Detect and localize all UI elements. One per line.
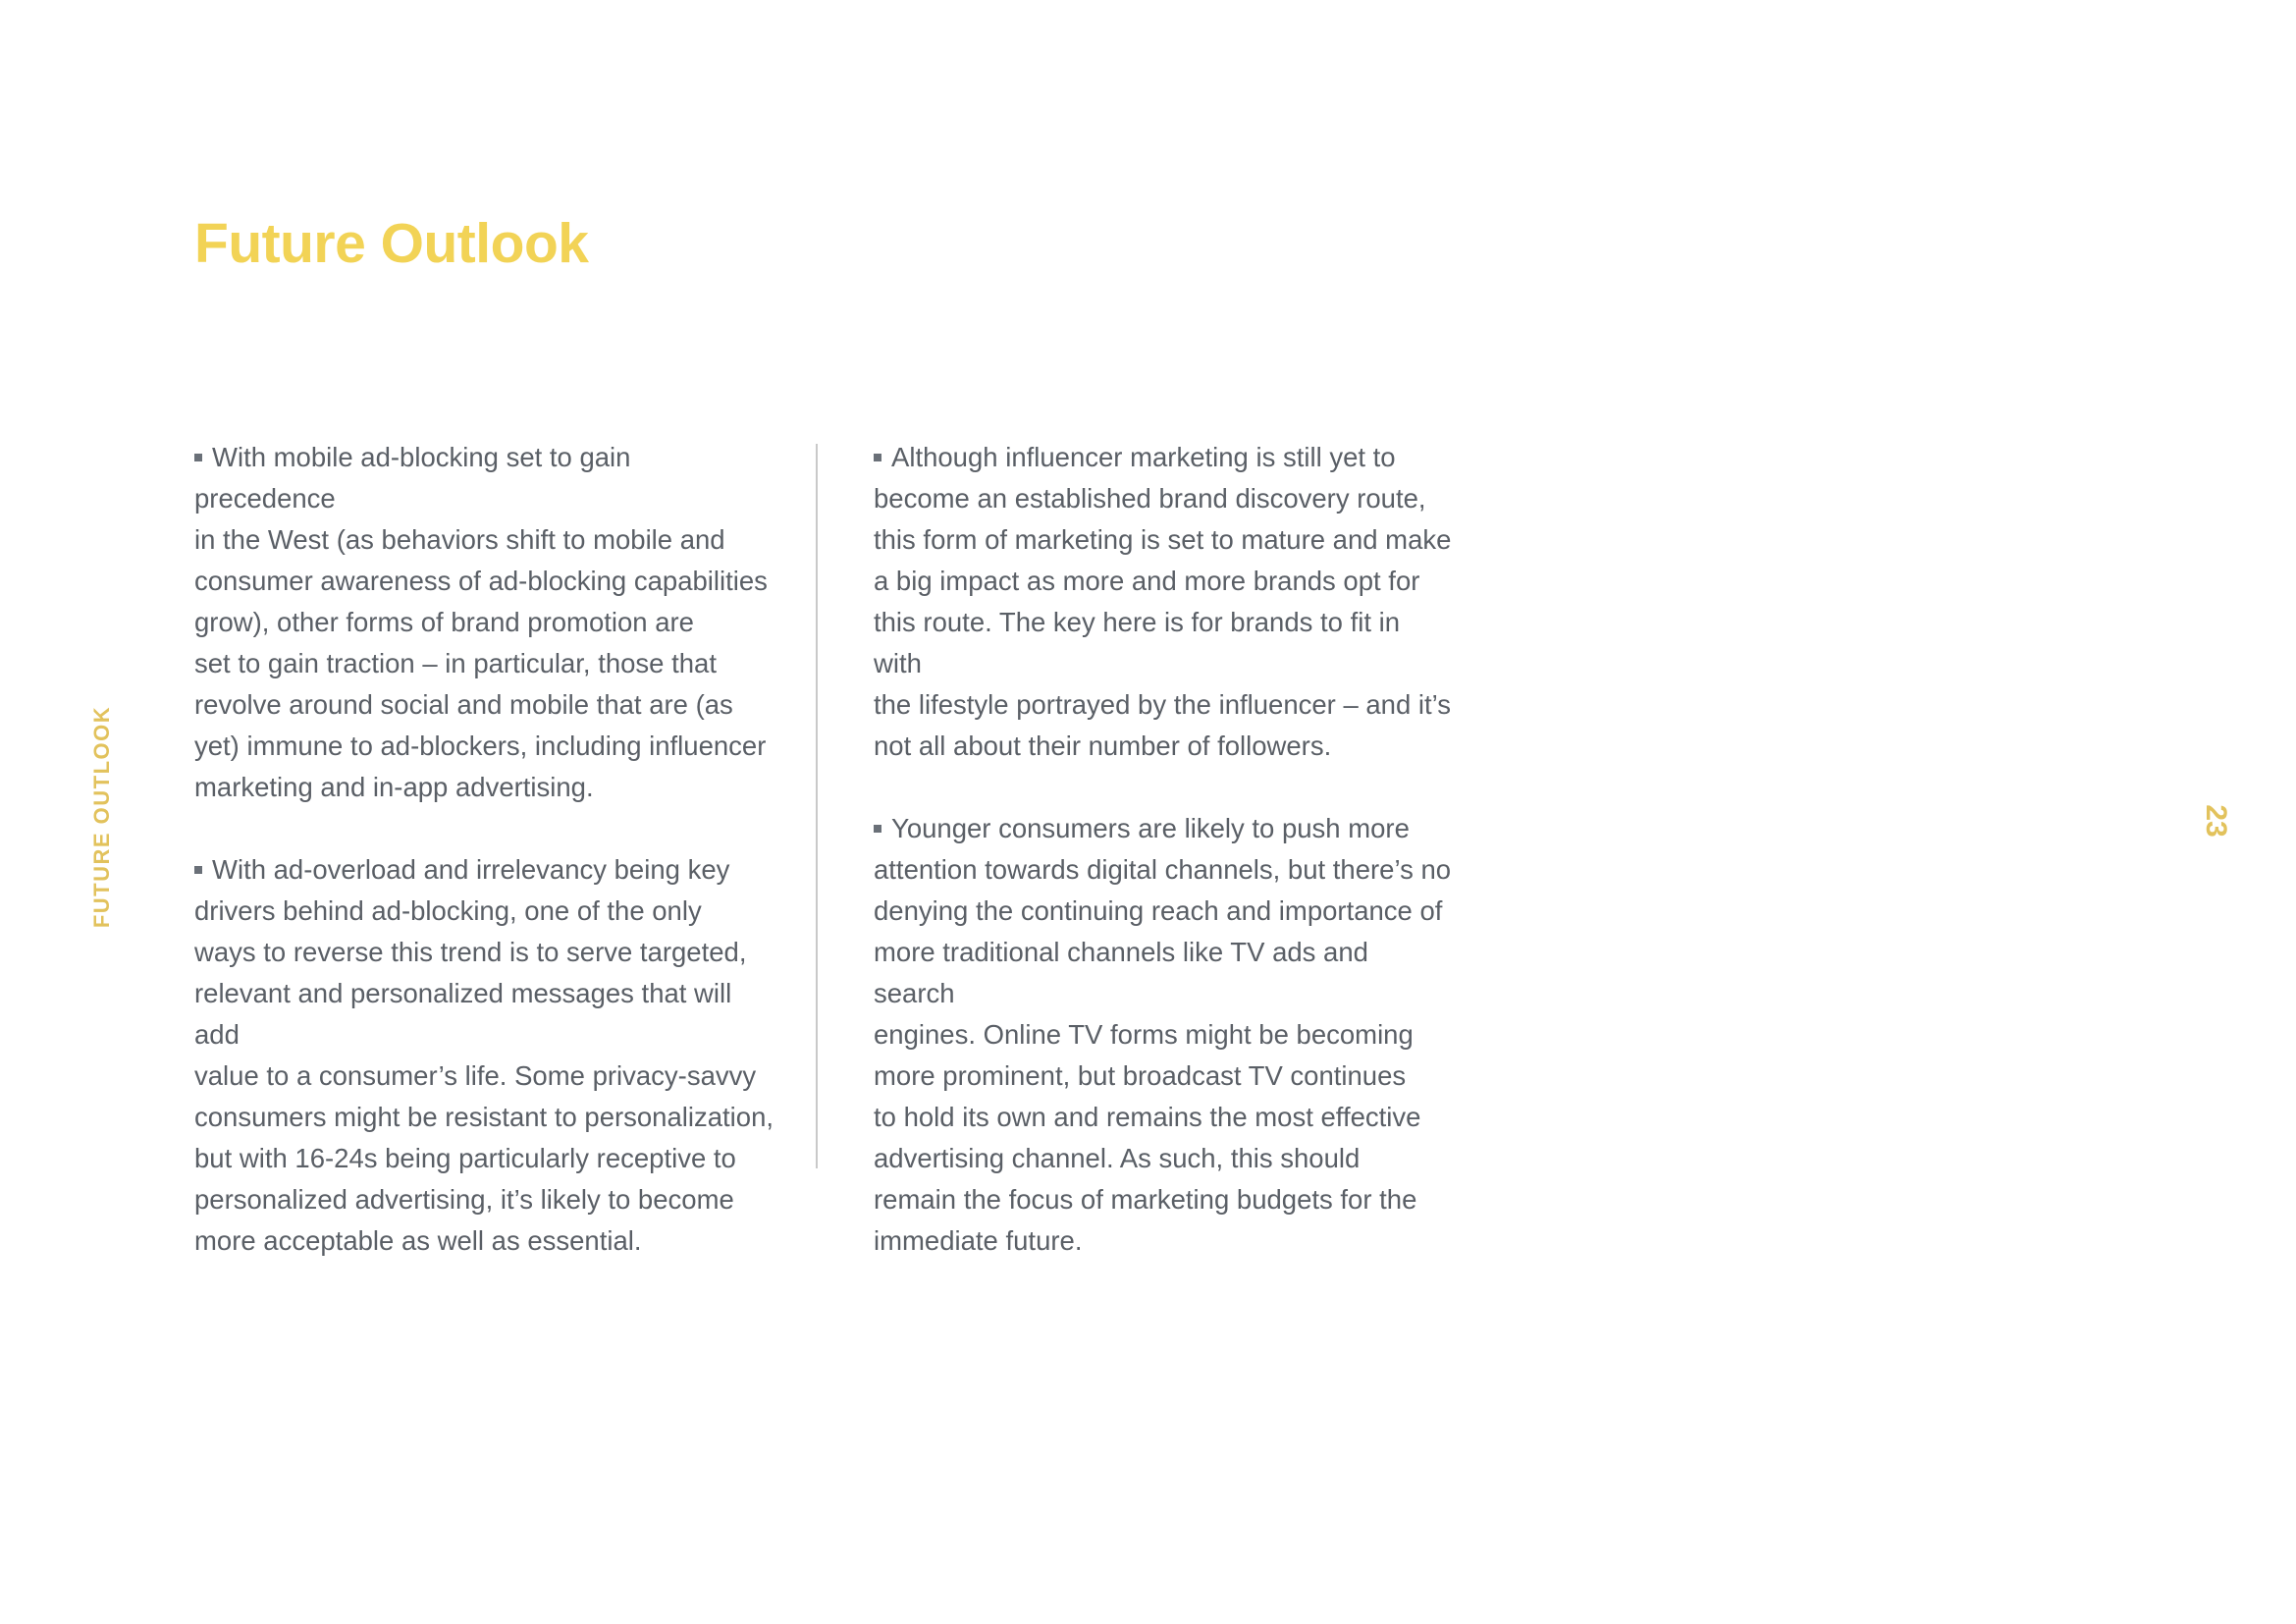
- left-column: [194, 437, 774, 1303]
- paragraph-line: [874, 478, 1453, 519]
- line-text: set to gain traction – in particular, those that: [194, 648, 717, 678]
- paragraph-line: [194, 643, 774, 684]
- paragraph-line: [874, 932, 1453, 1014]
- line-text: With ad-overload and irrelevancy being key: [212, 854, 730, 885]
- page-number: 23: [2200, 804, 2232, 838]
- paragraph-line: [194, 684, 774, 726]
- paragraph-line: [874, 891, 1453, 932]
- line-text: relevant and personalized messages that will add: [194, 978, 732, 1050]
- column-divider: [816, 444, 818, 1168]
- paragraph-line: [194, 726, 774, 767]
- paragraph-line: [874, 1097, 1453, 1138]
- line-text: become an established brand discovery route,: [874, 483, 1426, 514]
- line-text: yet) immune to ad-blockers, including influencer: [194, 731, 767, 761]
- line-text: more traditional channels like TV ads and search: [874, 937, 1368, 1008]
- paragraph-line: [194, 767, 774, 808]
- line-text: this form of marketing is set to mature and make: [874, 524, 1452, 555]
- right-column: [874, 437, 1453, 1303]
- bullet-paragraph: [194, 437, 774, 808]
- line-text: revolve around social and mobile that are (as: [194, 689, 733, 720]
- paragraph-line: [194, 973, 774, 1056]
- paragraph-line: [874, 1014, 1453, 1056]
- paragraph-line: [874, 1220, 1453, 1262]
- paragraph-line: [874, 1138, 1453, 1179]
- bullet-paragraph: [874, 808, 1453, 1262]
- line-text: this route. The key here is for brands to fit in with: [874, 607, 1401, 678]
- side-section-label: FUTURE OUTLOOK: [89, 705, 114, 929]
- paragraph-line: [874, 1179, 1453, 1220]
- paragraph-line: [194, 437, 774, 519]
- line-text: denying the continuing reach and importance of: [874, 895, 1443, 926]
- line-text: drivers behind ad-blocking, one of the only: [194, 895, 702, 926]
- page-title: Future Outlook: [194, 212, 589, 275]
- line-text: in the West (as behaviors shift to mobile and: [194, 524, 725, 555]
- paragraph-line: [874, 1056, 1453, 1097]
- bullet-paragraph: [874, 437, 1453, 767]
- paragraph-line: [874, 684, 1453, 726]
- line-text: grow), other forms of brand promotion are: [194, 607, 694, 637]
- paragraph-line: [874, 561, 1453, 602]
- line-text: value to a consumer’s life. Some privacy-savvy: [194, 1060, 757, 1091]
- line-text: engines. Online TV forms might be becoming: [874, 1019, 1414, 1050]
- line-text: a big impact as more and more brands opt for: [874, 566, 1420, 596]
- paragraph-line: [194, 1179, 774, 1220]
- paragraph-line: [194, 891, 774, 932]
- paragraph-line: [874, 519, 1453, 561]
- line-text: to hold its own and remains the most effective: [874, 1102, 1421, 1132]
- line-text: attention towards digital channels, but there’s no: [874, 854, 1452, 885]
- paragraph-line: [874, 808, 1453, 849]
- paragraph-line: [194, 561, 774, 602]
- paragraph-line: [874, 849, 1453, 891]
- paragraph-line: [194, 519, 774, 561]
- paragraph-line: [194, 1097, 774, 1138]
- line-text: remain the focus of marketing budgets for the: [874, 1184, 1417, 1215]
- bullet-paragraph: [194, 849, 774, 1262]
- line-text: consumers might be resistant to personalization,: [194, 1102, 774, 1132]
- bullet-icon: [874, 454, 881, 461]
- line-text: immediate future.: [874, 1225, 1083, 1256]
- paragraph-line: [194, 1220, 774, 1262]
- line-text: ways to reverse this trend is to serve targeted,: [194, 937, 747, 967]
- bullet-icon: [194, 866, 202, 874]
- paragraph-line: [194, 1138, 774, 1179]
- line-text: the lifestyle portrayed by the influencer – and it’s: [874, 689, 1452, 720]
- bullet-icon: [874, 825, 881, 833]
- line-text: consumer awareness of ad-blocking capabilities: [194, 566, 768, 596]
- line-text: more acceptable as well as essential.: [194, 1225, 642, 1256]
- paragraph-line: [874, 602, 1453, 684]
- paragraph-line: [874, 726, 1453, 767]
- line-text: more prominent, but broadcast TV continues: [874, 1060, 1407, 1091]
- line-text: not all about their number of followers.: [874, 731, 1332, 761]
- line-text: With mobile ad-blocking set to gain precedence: [194, 442, 631, 514]
- paragraph-line: [194, 849, 774, 891]
- line-text: Although influencer marketing is still yet to: [891, 442, 1396, 472]
- paragraph-line: [874, 437, 1453, 478]
- paragraph-line: [194, 1056, 774, 1097]
- line-text: advertising channel. As such, this should: [874, 1143, 1361, 1173]
- bullet-icon: [194, 454, 202, 461]
- line-text: but with 16-24s being particularly receptive to: [194, 1143, 736, 1173]
- paragraph-line: [194, 932, 774, 973]
- line-text: marketing and in-app advertising.: [194, 772, 594, 802]
- line-text: Younger consumers are likely to push more: [891, 813, 1410, 843]
- line-text: personalized advertising, it’s likely to become: [194, 1184, 734, 1215]
- paragraph-line: [194, 602, 774, 643]
